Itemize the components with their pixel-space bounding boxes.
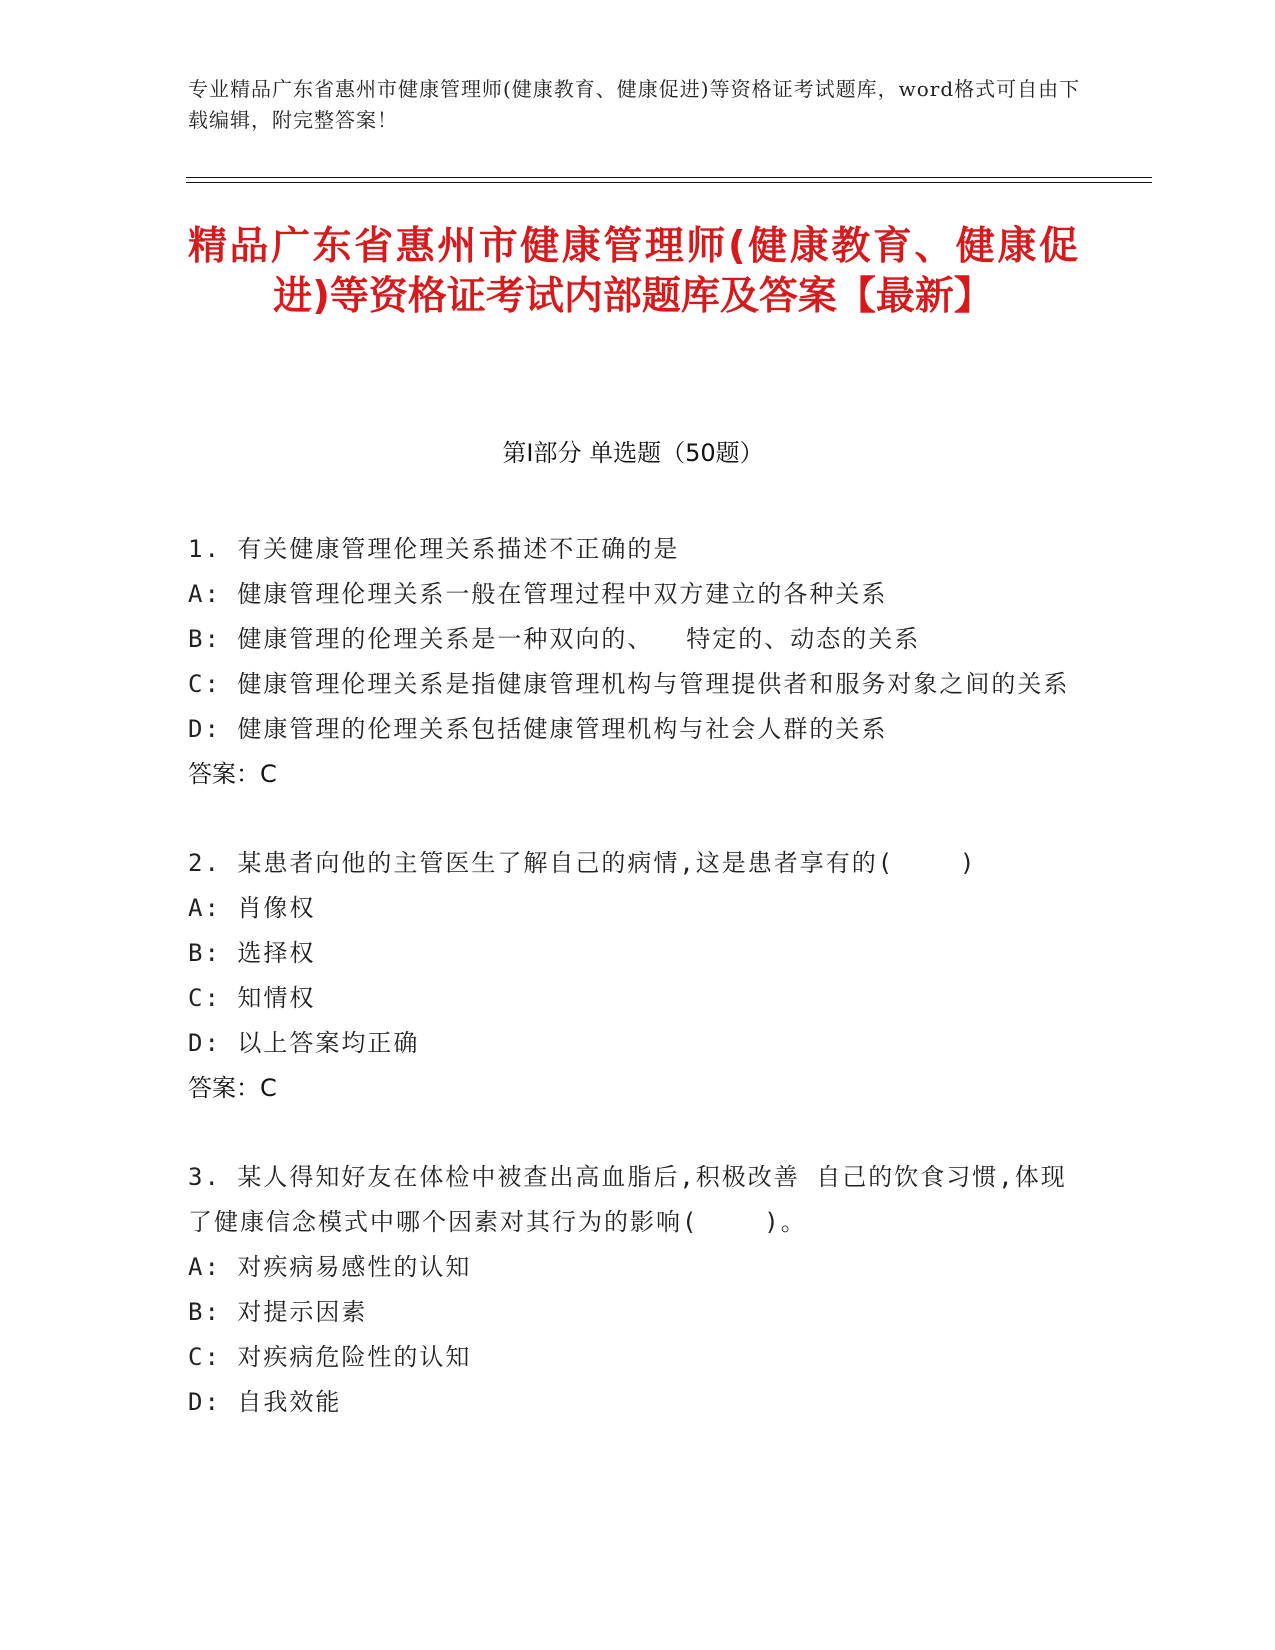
option-a: A: 对疾病易感性的认知 (188, 1253, 472, 1281)
question-list (188, 527, 1078, 1469)
option-c: C: 知情权 (188, 984, 316, 1012)
question-3 (188, 1155, 1078, 1425)
option-b: B: 健康管理的伦理关系是一种双向的、 特定的、动态的关系 (188, 625, 921, 653)
question-2 (188, 841, 1078, 1111)
question-stem: 2. 某患者向他的主管医生了解自己的病情,这是患者享有的( ) (188, 849, 977, 877)
document-title: 精品广东省惠州市健康管理师(健康教育、健康促进)等资格证考试内部题库及答案【最新】 (188, 224, 1078, 319)
question-stem: 1. 有关健康管理伦理关系描述不正确的是 (188, 535, 680, 563)
option-c: C: 对疾病危险性的认知 (188, 1343, 472, 1371)
option-d: D: 自我效能 (188, 1388, 342, 1416)
answer-text: 答案：C (188, 1074, 277, 1102)
option-a: A: 肖像权 (188, 894, 316, 922)
header-divider-top (186, 177, 1152, 178)
answer-text: 答案：C (188, 760, 277, 788)
option-a: A: 健康管理伦理关系一般在管理过程中双方建立的各种关系 (188, 580, 888, 608)
question-1 (188, 527, 1078, 797)
section-title: 第I部分 单选题（50题） (502, 439, 764, 467)
option-b: B: 对提示因素 (188, 1298, 368, 1326)
option-d: D: 健康管理的伦理关系包括健康管理机构与社会人群的关系 (188, 715, 888, 743)
header-divider-bottom (186, 182, 1152, 183)
question-stem: 3. 某人得知好友在体检中被查出高血脂后,积极改善 自己的饮食习惯,体现了健康信念模式中哪个因素对其行为的影响( )。 (188, 1163, 1067, 1236)
option-d: D: 以上答案均正确 (188, 1029, 420, 1057)
option-c: C: 健康管理伦理关系是指健康管理机构与管理提供者和服务对象之间的关系 (188, 670, 1070, 698)
header-note: 专业精品广东省惠州市健康管理师(健康教育、健康促进)等资格证考试题库，word格式可自由下载编辑，附完整答案！ (188, 77, 1081, 132)
option-b: B: 选择权 (188, 939, 316, 967)
